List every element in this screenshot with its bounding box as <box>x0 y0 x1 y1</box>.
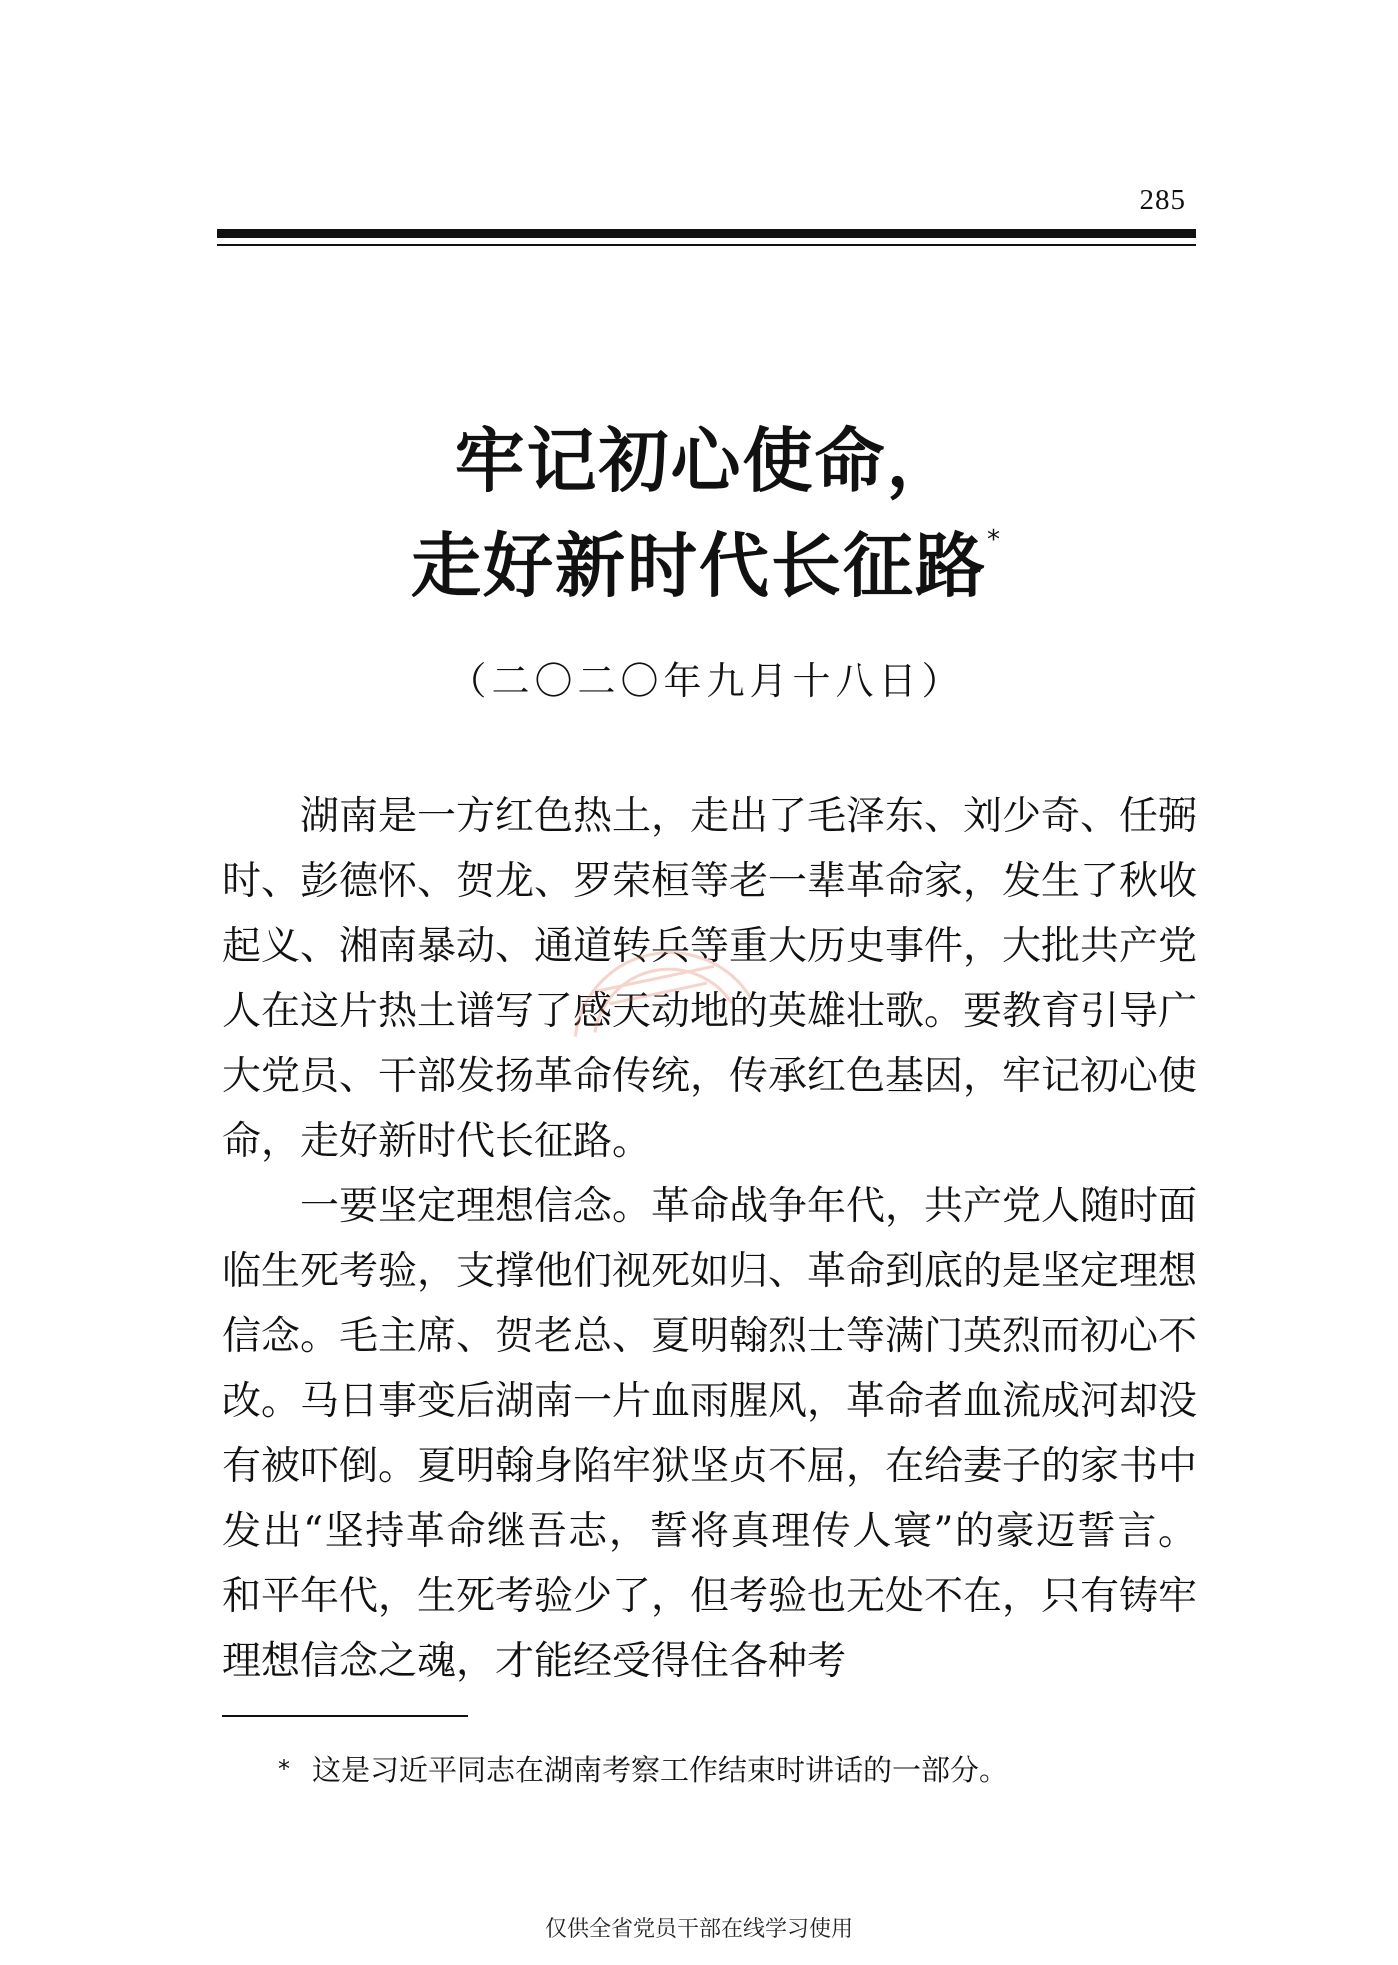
footnote <box>278 1752 1008 1790</box>
title-line-2-text: 走好新时代长征路 <box>411 525 987 607</box>
paragraph-2: 一要坚定理想信念。革命战争年代，共产党人随时面临生死考验，支撑他们视死如归、革命到底的是坚定理想信念。毛主席、贺老总、夏明翰烈士等满门英烈而初心不改。马日事变后湖南一片血雨腥风，革命者血流成河却没有被吓倒。夏明翰身陷牢狱坚贞不屈，在给妻子的家书中发出“坚持革命继吾志，誓将真理传人寰”的豪迈誓言。和平年代，生死考验少了，但考验也无处不在，只有铸牢理想信念之魂，才能经受得住各种考 <box>222 1184 1198 1684</box>
header-rule-thin <box>217 244 1196 246</box>
footnote-text: 这是习近平同志在湖南考察工作结束时讲话的一部分。 <box>312 1753 1009 1787</box>
header-rule-thick <box>217 229 1196 238</box>
footnote-mark: * <box>278 1755 290 1783</box>
page-number: 285 <box>1139 184 1186 216</box>
usage-notice: 仅供全省党员干部在线学习使用 <box>544 1917 853 1942</box>
title-line-1: 牢记初心使命， <box>454 420 959 502</box>
paragraph-1: 湖南是一方红色热土，走出了毛泽东、刘少奇、任弼时、彭德怀、贺龙、罗荣桓等老一辈革命家，发生了秋收起义、湘南暴动、通道转兵等重大历史事件，大批共产党人在这片热土谱写了感天动地的英雄壮歌。要教育引导广大党员、干部发扬革命传统，传承红色基因，牢记初心使命，走好新时代长征路。 <box>222 794 1198 1164</box>
speech-date: （二〇二〇年九月十八日） <box>448 659 965 703</box>
watermark-stamp <box>523 899 783 1039</box>
title-line-2 <box>217 525 1196 607</box>
title-footnote-mark: * <box>987 525 1002 555</box>
footnote-divider <box>222 1715 468 1717</box>
